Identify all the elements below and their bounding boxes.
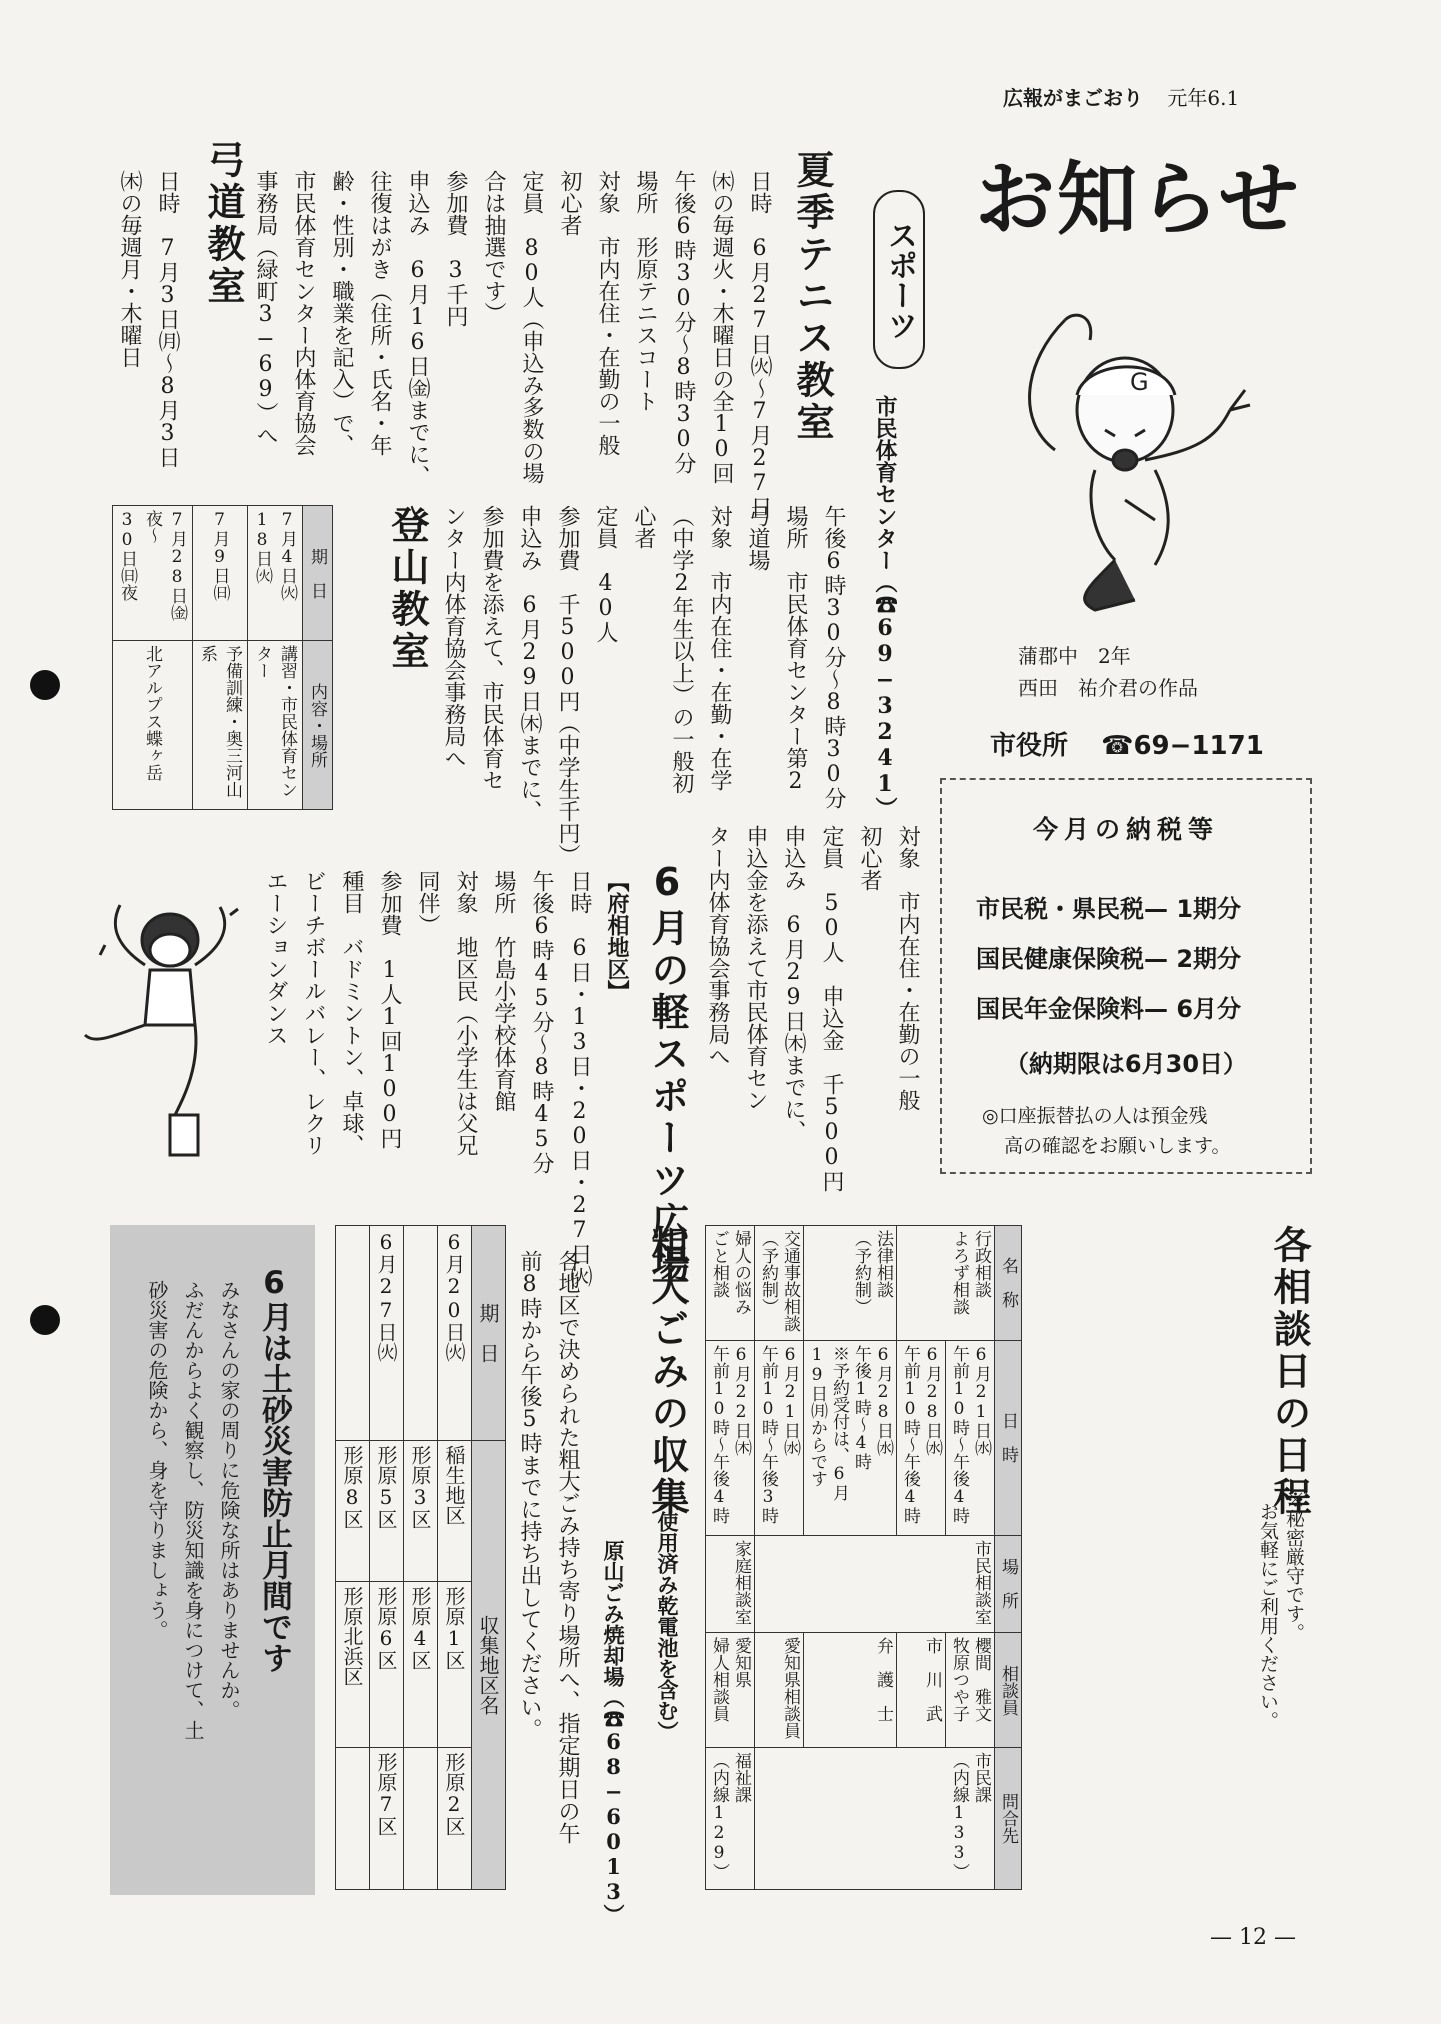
table-header: 場 所: [995, 1535, 1022, 1632]
table-row: [113, 506, 193, 810]
light-line: 種目 バドミントン、卓球、: [339, 870, 364, 1156]
light-line: 対象 市内在住・在勤の一般: [895, 825, 920, 1111]
tozan-line: 参加費 千500円（中学生千円）: [555, 505, 580, 866]
table-row: [946, 1226, 995, 1890]
light-line: ター内体育協会事務局へ: [705, 825, 730, 1067]
light-area: 【府相地区】: [604, 870, 630, 1002]
consult-note: [1255, 1490, 1307, 1730]
tennis-line: 場所 形原テニスコート: [633, 170, 658, 412]
artwork-caption-line: 蒲郡中 2年: [1018, 644, 1131, 668]
table-cell: 交通事故相談 （予約制）: [755, 1226, 804, 1341]
table-row: [404, 1226, 438, 1890]
gomi-line: 前8時から午後5時までに持ち出してください。: [517, 1250, 542, 1740]
table-header: 相談員: [995, 1633, 1022, 1748]
tennis-line: 対象 市内在住・在勤の一般: [595, 170, 620, 456]
kyudo-title: 弓道教室: [201, 140, 245, 308]
table-row: [370, 1226, 404, 1890]
punch-hole: [30, 1305, 60, 1335]
table-cell: 講習・市民体育センター: [248, 641, 303, 810]
tennis-line: 日時 6月27日㈫〜7月27日: [747, 170, 772, 518]
tax-box: [940, 778, 1312, 1174]
table-cell: 形原8区: [336, 1440, 370, 1582]
tennis-line: 参加費 3千円: [443, 170, 468, 327]
table-row: [472, 1226, 506, 1890]
consult-note-line: お気軽にご利用ください。: [1257, 1502, 1279, 1730]
artwork-caption: [1018, 640, 1198, 704]
consult-title: 各相談日の日程: [1267, 1225, 1311, 1519]
light-line: 定員 50人 申込金 千500円: [819, 825, 844, 1192]
gomi-facility: 原山ごみ焼却場（☎68−6013）: [601, 1540, 626, 1925]
light-line: 同伴）: [415, 870, 440, 936]
table-cell: 婦人の悩み ごと相談: [706, 1226, 755, 1341]
table-cell: 7月4日㈫ 18日㈫: [248, 506, 303, 641]
light-line: エーションダンス: [263, 870, 288, 1046]
kyudo-line: 対象 市内在住・在勤・在学: [707, 505, 732, 791]
tax-note: [982, 1101, 1310, 1161]
table-header: 日 時: [995, 1340, 1022, 1535]
tennis-line: 往復はがき（住所・氏名・年: [367, 170, 392, 456]
table-cell: 6月22日㈭ 午前10時〜午後4時: [706, 1340, 755, 1535]
city-office-label: 市役所: [990, 731, 1069, 761]
tozan-table: [112, 505, 333, 810]
kyudo-line: 定員 40人: [593, 505, 618, 643]
table-cell: 形原1区: [438, 1582, 472, 1748]
table-row: [336, 1226, 370, 1890]
tax-item: 市民税・県民税— 1期分: [976, 895, 1242, 923]
kyudo-line: 場所 市民体育センター第2: [783, 505, 808, 794]
table-header: 問合先: [995, 1748, 1022, 1890]
table-row: [303, 506, 333, 810]
table-cell: 家庭相談室: [706, 1535, 755, 1632]
tennis-line: 事務局（緑町3−69）へ: [253, 170, 278, 446]
table-row: [438, 1226, 472, 1890]
tennis-title: 夏季テニス教室: [790, 150, 834, 444]
tax-item: 国民健康保険税— 2期分: [976, 945, 1242, 973]
table-cell: [336, 1226, 370, 1441]
table-cell: 櫻間 雅文 牧原つや子: [946, 1633, 995, 1748]
light-line: 日時 6日・13日・20日・27日㈫: [567, 870, 592, 1287]
table-cell: 6月28日㈬ 午前10時〜午後4時: [897, 1340, 946, 1535]
page-title: お知らせ: [975, 153, 1301, 246]
table-row: [995, 1226, 1022, 1890]
table-cell: 6月21日㈬ 午前10時〜午後3時: [755, 1340, 804, 1535]
table-cell: 北アルプス蝶ヶ岳: [113, 641, 193, 810]
table-cell: 形原4区: [404, 1582, 438, 1748]
table-cell: [404, 1748, 438, 1890]
table-cell: 7月9日㈰: [193, 506, 248, 641]
gomi-title: 粗大ごみの収集: [645, 1225, 689, 1519]
gomi-table: [335, 1225, 506, 1890]
tax-items: [976, 884, 1310, 1034]
tennis-line: 初心者: [557, 170, 582, 236]
table-row: [706, 1226, 755, 1890]
table-cell: 行政相談 よろず相談: [897, 1226, 995, 1341]
table-cell: 愛知県 婦人相談員: [706, 1633, 755, 1748]
light-line: ビーチボールバレー、レクリ: [301, 870, 326, 1156]
table-cell: 形原北浜区: [336, 1582, 370, 1748]
publication-name: 広報がまごおり: [1003, 86, 1143, 110]
tozan-title: 登山教室: [385, 505, 429, 673]
table-cell: 予備訓練・奥三河山系: [193, 641, 248, 810]
table-header: 収集地区名: [472, 1440, 506, 1889]
table-cell: 弁 護 士: [804, 1633, 897, 1748]
table-cell: 形原5区: [370, 1440, 404, 1582]
table-cell: 法律相談 （予約制）: [804, 1226, 897, 1341]
tennis-line: 午後6時30分〜8時30分: [671, 170, 696, 474]
kyudo-line: （中学2年生以上）の一般初: [669, 505, 694, 794]
sabo-box: [110, 1225, 315, 1895]
sabo-title: 6月は土砂災害防止月間です: [256, 1265, 292, 1673]
table-cell: 6月20日㈫: [438, 1226, 472, 1441]
publication-header: [1003, 82, 1239, 111]
punch-hole: [30, 670, 60, 700]
table-cell: 形原7区: [370, 1748, 404, 1890]
sabo-body: [139, 1280, 247, 1740]
table-header: 期 日: [472, 1226, 506, 1441]
sabo-line: ふだんからよく観察し、防災知識を身につけて、土: [181, 1280, 205, 1740]
city-office-phone: ☎69−1171: [1101, 731, 1264, 761]
table-row: [248, 506, 303, 810]
sabo-line: みなさんの家の周りに危険な所はありませんか。: [217, 1280, 241, 1720]
table-cell: 市民相談室: [755, 1535, 995, 1632]
table-cell: 7月28日㈮夜〜 30日㈰夜: [113, 506, 193, 641]
gomi-line: 各地区で決められた粗大ごみ持ち寄り場所へ、指定期日の午: [555, 1250, 580, 1844]
tax-title: 今月の納税等: [1032, 815, 1219, 844]
svg-text:G: G: [1130, 368, 1149, 396]
table-cell: 形原2区: [438, 1748, 472, 1890]
tennis-line: 市民体育センター内体育協会: [291, 170, 316, 456]
light-line: 申込金を添えて市民体育セン: [743, 825, 768, 1111]
table-header: 期 日: [303, 506, 333, 641]
publication-date: 元年6.1: [1167, 86, 1240, 110]
table-cell: 市 川 武: [897, 1633, 946, 1748]
table-cell: 6月21日㈬ 午前10時〜午後4時: [946, 1340, 995, 1535]
gomi-subtitle: （使用済み乾電池を含む）: [655, 1490, 680, 1742]
gomi-body: [510, 1250, 586, 1844]
consult-table: [705, 1225, 1022, 1890]
kyudo-line: 午後6時30分〜8時30分: [821, 505, 846, 809]
light-line: 参加費 1人1回100円: [377, 870, 402, 1149]
tennis-line: ㈭の毎週火・木曜日の全10回: [709, 170, 734, 484]
table-header: 内容・場所: [303, 641, 333, 810]
table-cell: [336, 1748, 370, 1890]
pitcher-illustration: [1005, 300, 1255, 620]
kyudo-line: ㈭の毎週月・木曜日: [117, 170, 142, 368]
light-line: 午後6時45分〜8時45分: [529, 870, 554, 1174]
table-cell: 6月28日㈬ 午後1時〜4時 ※予約受付は、6月 19日㈪からです: [804, 1340, 897, 1535]
table-cell: 形原3区: [404, 1440, 438, 1582]
table-cell: 6月27日㈫: [370, 1226, 404, 1441]
table-cell: 形原6区: [370, 1582, 404, 1748]
dancer-illustration: [75, 895, 260, 1175]
tax-note-line: ◎口座振替払の人は預金残: [982, 1105, 1208, 1127]
tax-deadline: （納期限は6月30日）: [1004, 1050, 1248, 1078]
tozan-line: ンター内体育協会事務局へ: [441, 505, 466, 769]
table-cell: 稲生地区: [438, 1440, 472, 1582]
table-header: 名 称: [995, 1226, 1022, 1341]
tennis-line: 合は抽選です）: [481, 170, 506, 324]
kyudo-line: 弓道場: [745, 505, 770, 571]
light-line: 申込み 6月29日㈭までに、: [781, 825, 806, 1142]
table-cell: [404, 1226, 438, 1441]
sports-badge: スポーツ: [873, 190, 925, 369]
sports-venue: 市民体育センター（☎69−3241）: [872, 395, 898, 819]
tozan-line: 申込み 6月29日㈭までに、: [517, 505, 542, 822]
kyudo-line: 心者: [631, 505, 656, 549]
page-number: — 12 —: [1210, 1925, 1296, 1950]
light-sports-title: 6月の軽スポーツ広場: [645, 860, 689, 1286]
tozan-line: 参加費を添えて、市民体育セ: [479, 505, 504, 791]
light-line: 対象 地区民（小学生は父兄: [453, 870, 478, 1156]
table-cell: 市民課 （内線133）: [755, 1748, 995, 1890]
tennis-line: 齢・性別・職業を記入）で、: [329, 170, 354, 456]
city-office: [990, 725, 1264, 762]
table-cell: 愛知県相談員: [755, 1633, 804, 1748]
kyudo-line: 日時 7月3日㈪〜8月3日: [155, 170, 180, 468]
light-line: 場所 竹島小学校体育館: [491, 870, 516, 1112]
table-cell: 福祉課 （内線129）: [706, 1748, 755, 1890]
artwork-caption-line: 西田 祐介君の作品: [1018, 676, 1198, 700]
table-row: [193, 506, 248, 810]
tennis-line: 定員 80人（申込み多数の場: [519, 170, 544, 484]
sabo-line: 砂災害の危険から、身を守りましょう。: [145, 1280, 169, 1640]
tax-note-line: 高の確認をお願いします。: [1004, 1135, 1231, 1157]
tax-item: 国民年金保険料— 6月分: [976, 995, 1242, 1023]
light-line: 初心者: [857, 825, 882, 891]
consult-note-line: ※秘密厳守です。: [1283, 1490, 1305, 1642]
tennis-line: 申込み 6月16日㈮までに、: [405, 170, 430, 487]
